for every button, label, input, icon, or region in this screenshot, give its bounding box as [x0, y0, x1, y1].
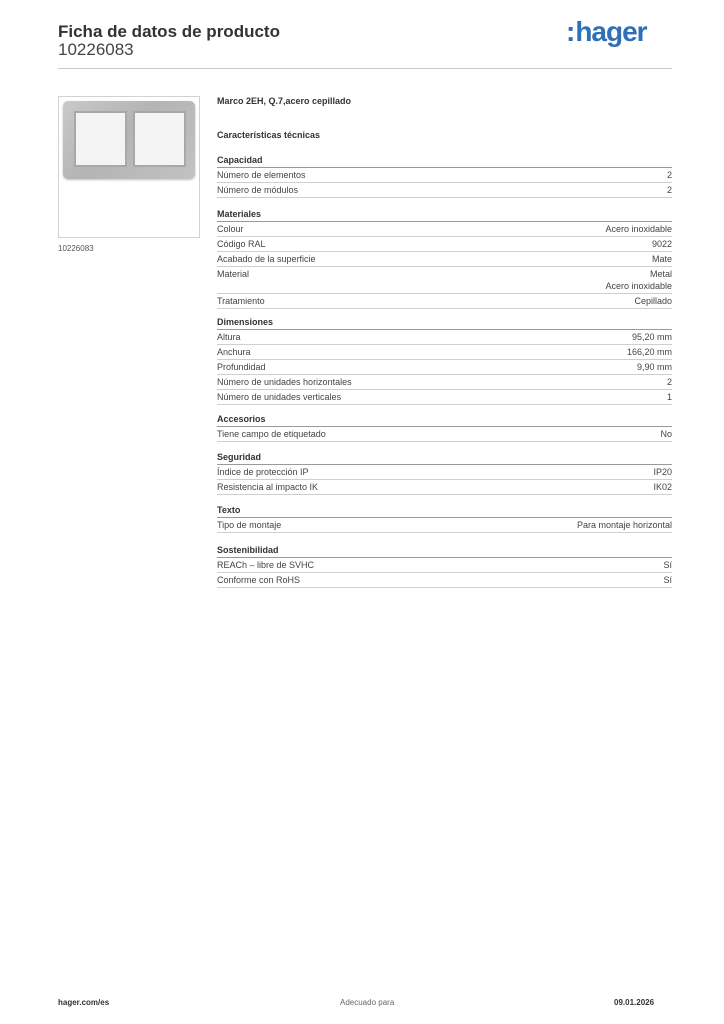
product-code: 10226083 [58, 40, 134, 59]
spec-value: Para montaje horizontal [576, 520, 672, 530]
spec-row [217, 294, 672, 309]
section-capacidad [217, 155, 672, 198]
spec-label: Acabado de la superficie [217, 254, 316, 264]
spec-value: 9022 [651, 239, 672, 249]
footer-note: Adecuado para [340, 998, 395, 1007]
spec-value: Acero inoxidable [605, 224, 672, 234]
spec-row [217, 465, 672, 480]
spec-row [217, 168, 672, 183]
spec-row [217, 222, 672, 237]
spec-label: Anchura [217, 347, 251, 357]
spec-value: 9,90 mm [636, 362, 672, 372]
spec-label: Resistencia al impacto IK [217, 482, 319, 492]
section-title: Capacidad [217, 155, 672, 168]
section-sostenibilidad [217, 545, 672, 588]
section-seguridad [217, 452, 672, 495]
spec-value: IK02 [653, 482, 672, 492]
spec-row [217, 558, 672, 573]
spec-label: Índice de protección IP [217, 467, 309, 477]
spec-row [217, 267, 672, 294]
section-title: Seguridad [217, 452, 672, 465]
spec-label: Número de elementos [217, 170, 306, 180]
spec-value: 1 [666, 392, 672, 402]
frame-opening-right [133, 111, 186, 167]
spec-row [217, 345, 672, 360]
spec-label: Número de módulos [217, 185, 299, 195]
spec-label: Código RAL [217, 239, 266, 249]
spec-row [217, 427, 672, 442]
section-dimensiones [217, 317, 672, 405]
spec-row [217, 480, 672, 495]
product-image [58, 96, 200, 238]
spec-value: 2 [666, 377, 672, 387]
spec-value: IP20 [653, 467, 672, 477]
spec-label: Material [217, 269, 250, 279]
footer-website: hager.com/es [58, 998, 110, 1007]
frame-opening-left [74, 111, 127, 167]
spec-value: 166,20 mm [626, 347, 672, 357]
spec-value: 2 [666, 185, 672, 195]
spec-value: 2 [666, 170, 672, 180]
spec-value: Sí [663, 560, 672, 570]
spec-value: 95,20 mm [631, 332, 672, 342]
spec-row [217, 573, 672, 588]
spec-value [605, 267, 672, 292]
spec-value: Sí [663, 575, 672, 585]
spec-label: Altura [217, 332, 241, 342]
header-divider [58, 68, 672, 69]
technical-characteristics-title: Características técnicas [217, 130, 321, 140]
spec-value: Cepillado [634, 296, 672, 306]
spec-label: REACh – libre de SVHC [217, 560, 315, 570]
spec-label: Tratamiento [217, 296, 265, 306]
double-frame-illustration [63, 101, 195, 179]
image-caption: 10226083 [58, 244, 94, 253]
section-materiales [217, 209, 672, 309]
spec-row [217, 390, 672, 405]
spec-row [217, 360, 672, 375]
spec-value-line: Acero inoxidable [605, 280, 672, 291]
spec-label: Tiene campo de etiquetado [217, 429, 326, 439]
section-title: Materiales [217, 209, 672, 222]
spec-value: No [660, 429, 672, 439]
spec-value: Mate [651, 254, 672, 264]
section-title: Dimensiones [217, 317, 672, 330]
spec-label: Conforme con RoHS [217, 575, 301, 585]
product-name: Marco 2EH, Q.7,acero cepillado [217, 96, 352, 106]
spec-label: Número de unidades verticales [217, 392, 342, 402]
spec-row [217, 252, 672, 267]
hager-logo [566, 16, 647, 48]
spec-label: Número de unidades horizontales [217, 377, 352, 387]
spec-label: Profundidad [217, 362, 266, 372]
spec-row [217, 183, 672, 198]
page-title: Ficha de datos de producto [58, 22, 280, 41]
spec-value-line: Metal [649, 269, 672, 279]
spec-row [217, 375, 672, 390]
spec-row [217, 518, 672, 533]
logo-colon-icon: : [566, 16, 575, 47]
section-title: Texto [217, 505, 672, 518]
spec-label: Tipo de montaje [217, 520, 282, 530]
logo-text: hager [575, 16, 647, 47]
section-texto [217, 505, 672, 533]
spec-label: Colour [217, 224, 244, 234]
section-title: Sostenibilidad [217, 545, 672, 558]
spec-row [217, 330, 672, 345]
footer-date: 09.01.2026 [614, 998, 655, 1007]
spec-row [217, 237, 672, 252]
section-accesorios [217, 414, 672, 442]
section-title: Accesorios [217, 414, 672, 427]
